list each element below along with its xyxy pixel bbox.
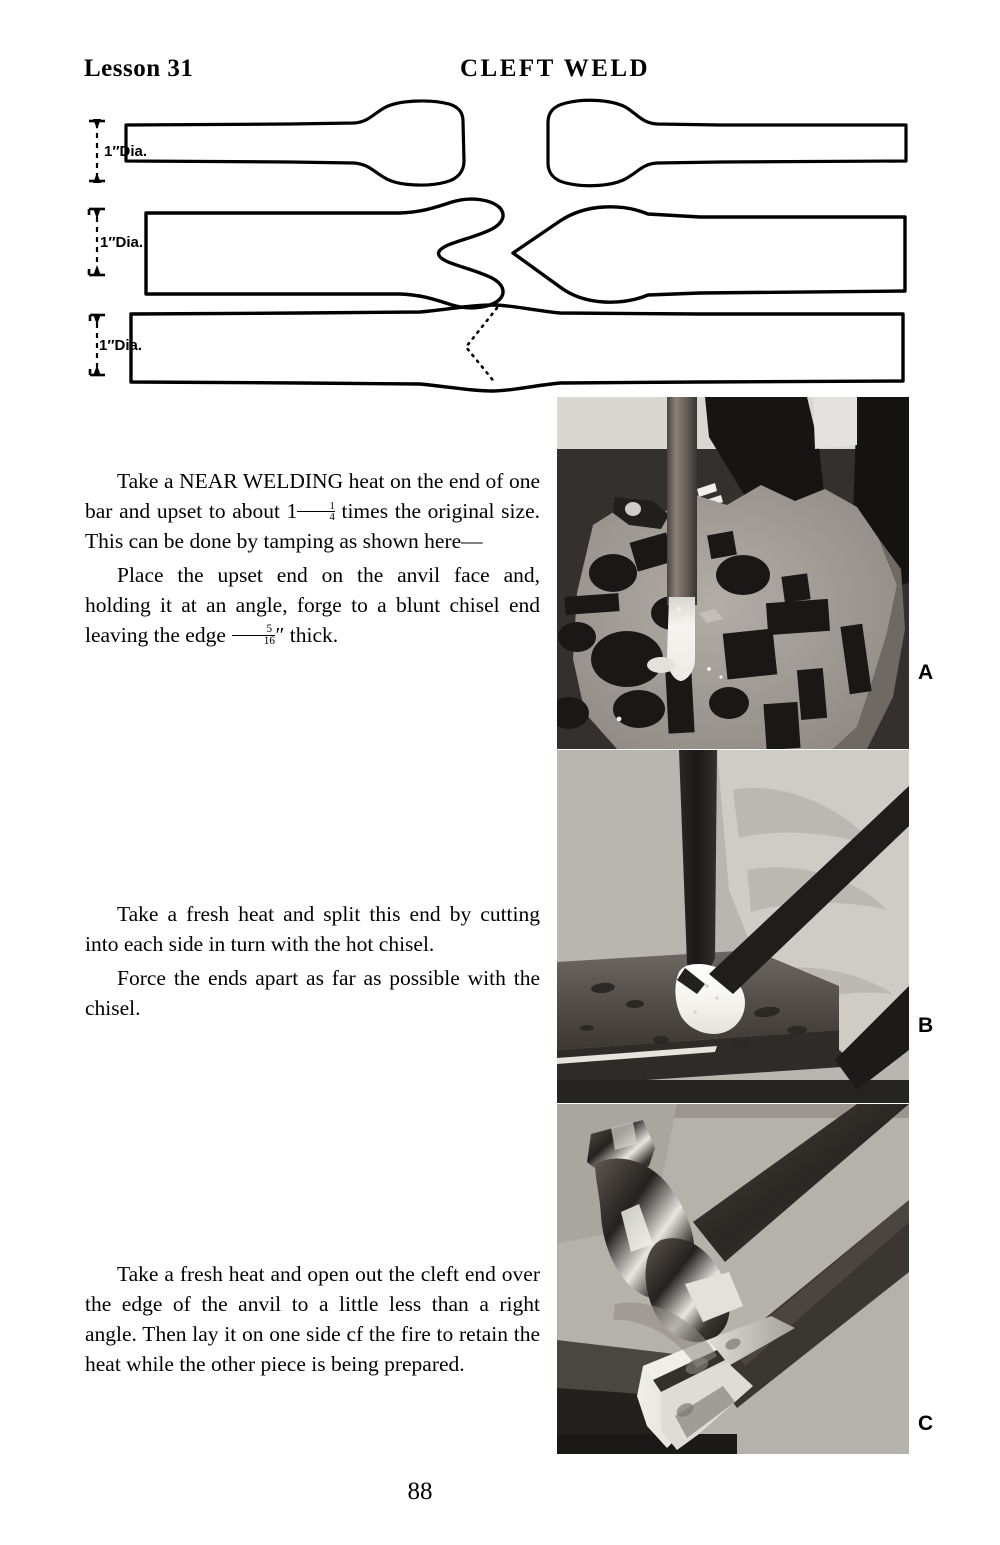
run-text: Take a xyxy=(117,469,180,493)
diagram-row-upset xyxy=(89,100,906,185)
dimension-label-row3: 1″Dia. xyxy=(99,337,143,354)
instruction-text-block-2 xyxy=(85,899,540,1023)
photo-c-figure xyxy=(557,1104,909,1454)
paragraph-split-this-end: Take a fresh heat and split this end by cutting into each side in turn with the hot chisel. xyxy=(85,902,540,956)
instruction-text-block-1 xyxy=(85,466,540,650)
lesson-label: Lesson 31 xyxy=(84,55,194,82)
bar-left-upset xyxy=(126,101,464,185)
instruction-text-block-3 xyxy=(85,1259,540,1379)
photo-b-figure xyxy=(557,750,909,1103)
run-text: ″ thick. xyxy=(275,623,339,647)
bar-right-upset xyxy=(548,100,906,185)
dimension-arrow-row1 xyxy=(89,119,105,183)
photo-label-b: B xyxy=(918,1014,934,1037)
bar-left-cleft xyxy=(146,199,503,308)
hidden-joint-dotted-line xyxy=(466,308,497,384)
fraction-five-sixteenths: $\frac{5}{16}$ xyxy=(232,624,275,646)
diagram-row-welded xyxy=(90,305,903,391)
run-text: times the original size. This can be done by tamping as shown here— xyxy=(85,499,540,553)
photo-label-a: A xyxy=(918,661,934,684)
photo-a-upsetting-by-tamping xyxy=(557,397,909,749)
bar-welded xyxy=(131,305,903,391)
cleft-weld-diagram xyxy=(0,95,1000,395)
page-number: 88 xyxy=(407,1478,433,1505)
fraction-one-quarter: $\frac{1}{4}$ xyxy=(297,501,334,522)
diagram-svg xyxy=(0,95,1000,395)
photo-c-opening-cleft-over-anvil-edge xyxy=(557,1104,909,1454)
page-title: CLEFT WELD xyxy=(460,55,651,82)
page-header xyxy=(0,55,1000,95)
photo-a-figure xyxy=(557,397,909,749)
photo-label-c: C xyxy=(918,1412,934,1435)
run-text: heat on the end of one bar and upset to about 1 xyxy=(85,469,541,523)
paragraph-take-near-welding-heat xyxy=(85,466,540,556)
run-text: Place the upset end on the anvil face and, holding it at an angle, forge to a blunt chisel end leaving the edge xyxy=(85,563,540,647)
dimension-label-row1: 1″Dia. xyxy=(104,143,148,160)
dimension-label-row2: 1″Dia. xyxy=(100,234,144,251)
diagram-row-cleft-wedge xyxy=(89,199,905,308)
paragraph-force-ends-apart: Force the ends apart as far as possible with the chisel. xyxy=(85,966,540,1020)
paragraph-place-upset-end xyxy=(85,560,540,650)
paragraph-open-out-cleft-end: Take a fresh heat and open out the cleft end over the edge of the anvil to a little less than a right angle. Then lay it on one side cf the fire to retain the heat while the other piece is being prepared. xyxy=(85,1262,540,1376)
bar-right-wedge xyxy=(513,207,905,302)
run-text-caps: NEAR WELDING xyxy=(179,469,344,493)
photo-b-splitting-with-hot-chisel xyxy=(557,750,909,1103)
